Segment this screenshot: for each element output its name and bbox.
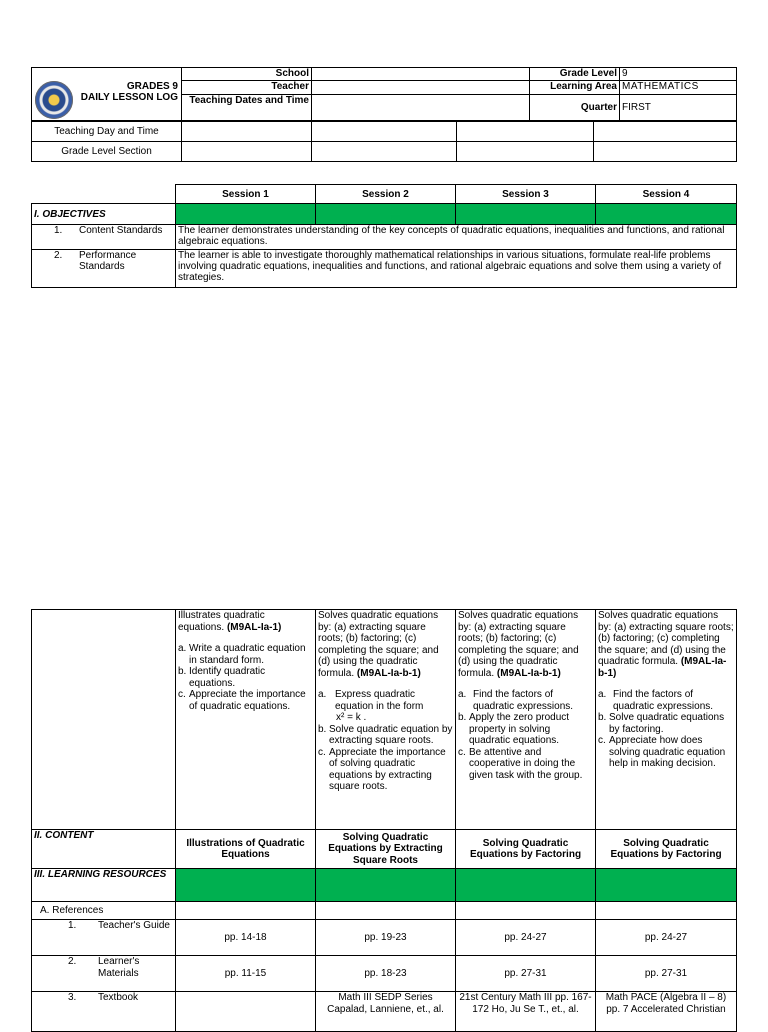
performance-standards-number: 2. xyxy=(54,250,63,261)
teacher-label: Teacher xyxy=(182,81,312,95)
header-title-dll: DAILY LESSON LOG xyxy=(80,92,178,103)
competency-item: c. Appreciate the importance of quadratic equations. xyxy=(178,689,306,712)
textbook-number: 3. xyxy=(68,992,77,1003)
topic-session-2: Solving Quadratic Equations by Extracting Square Roots xyxy=(316,830,456,869)
competency-item: c. Appreciate the importance of solving quadratic equations by extracting square roots. xyxy=(318,746,446,792)
learners-materials-number: 2. xyxy=(68,956,77,967)
objectives-table xyxy=(31,184,737,288)
tg-pages-session-3: pp. 24-27 xyxy=(456,920,596,956)
textbook-label-cell xyxy=(32,992,176,1032)
learners-materials-label: Learner's Materials xyxy=(98,956,140,979)
performance-standards-text: The learner is able to investigate thoroughly mathematical relationships in various situations, formulate real-life problems involving quadratic equations, inequalities and functions, and rational algebraic equations and solve them using a variety of strategies. xyxy=(176,250,737,288)
teachers-guide-label: Teacher's Guide xyxy=(98,920,170,931)
lm-pages-session-3: pp. 27-31 xyxy=(456,956,596,992)
competency-item: a. Find the factors of quadratic expressions. xyxy=(598,689,714,712)
topic-session-4: Solving Quadratic Equations by Factoring xyxy=(596,830,737,869)
references-label: A. References xyxy=(32,902,176,920)
performance-standards-label: Performance Standards xyxy=(79,250,137,272)
competency-session-4: Solves quadratic equations by: (a) extracting square roots; (b) factoring; (c) completing the square; and (d) using the quadratic formula. (M9AL-Ia-b-1) a. Find the factors of quadratic expressions. b. Solve quadratic equations by factoring. c. Appreciate how does solving quadratic equation help in making decision. xyxy=(596,610,737,830)
content-standards-number: 1. xyxy=(54,225,63,236)
content-heading: II. CONTENT xyxy=(32,830,176,869)
topic-session-1: Illustrations of Quadratic Equations xyxy=(176,830,316,869)
competency-item: a. Find the factors of quadratic expressions. xyxy=(458,689,574,712)
teachers-guide-label-cell xyxy=(32,920,176,956)
session-2-header: Session 2 xyxy=(316,185,456,204)
school-label: School xyxy=(182,68,312,81)
session-3-header: Session 3 xyxy=(456,185,596,204)
header-table xyxy=(31,67,737,121)
lesson-table xyxy=(31,609,737,1032)
learning-area-label: Learning Area xyxy=(530,81,620,95)
lm-pages-session-4: pp. 27-31 xyxy=(596,956,737,992)
dates-value xyxy=(312,95,530,121)
learners-materials-label-cell xyxy=(32,956,176,992)
competency-item: b. Identify quadratic equations. xyxy=(178,666,266,689)
textbook-session-1 xyxy=(176,992,316,1032)
tg-pages-session-4: pp. 24-27 xyxy=(596,920,737,956)
competency-session-1: Illustrates quadratic equations. (M9AL-Ia-1) a. Write a quadratic equation in standard form. b. Identify quadratic equations. c. Appreciate the importance of quadratic equations. xyxy=(176,610,316,830)
header-title-grades: GRADES 9 xyxy=(126,81,178,92)
tg-pages-session-2: pp. 19-23 xyxy=(316,920,456,956)
competency-session-2: Solves quadratic equations by: (a) extracting square roots; (b) factoring; (c) completing the square; and (d) using the quadratic formula. (M9AL-Ia-b-1) a. Express quadratic equation in the form x² = k . b. Solve quadratic equation by extracting square roots. c. Appreciate the importance of solving quadratic equations by extracting square roots. xyxy=(316,610,456,830)
tg-pages-session-1: pp. 14-18 xyxy=(176,920,316,956)
competency-item: b. Solve quadratic equation by extracting square roots. xyxy=(318,723,453,746)
textbook-session-3: 21st Century Math III pp. 167-172 Ho, Ju Se T., et., al. xyxy=(456,992,596,1032)
competency-item: a. Write a quadratic equation in standard form. xyxy=(178,643,306,666)
content-standards-label-cell xyxy=(32,225,176,250)
quarter-value: FIRST xyxy=(620,95,737,121)
content-standards-label: Content Standards xyxy=(79,225,163,236)
competency-item: a. Express quadratic equation in the form xyxy=(318,689,424,712)
performance-standards-label-cell xyxy=(32,250,176,288)
textbook-label: Textbook xyxy=(98,992,139,1003)
textbook-session-2: Math III SEDP Series Capalad, Lanniene, et., al. xyxy=(316,992,456,1032)
competency-session-3: Solves quadratic equations by: (a) extracting square roots; (b) factoring; (c) completing the square; and (d) using the quadratic formula. (M9AL-Ia-b-1) a. Find the factors of quadratic expressions. b. Apply the zero product property in solving quadratic equations. c. Be attentive and cooperative in doing the given task with the group. xyxy=(456,610,596,830)
lm-pages-session-2: pp. 18-23 xyxy=(316,956,456,992)
session-1-header: Session 1 xyxy=(176,185,316,204)
competency-item: b. Solve quadratic equations by factoring. xyxy=(598,712,725,735)
day-section-table xyxy=(31,121,737,162)
textbook-session-4: Math PACE (Algebra II – 8) pp. 7 Accelerated Christian xyxy=(596,992,737,1032)
dates-label: Teaching Dates and Time xyxy=(182,95,312,121)
topic-session-3: Solving Quadratic Equations by Factoring xyxy=(456,830,596,869)
competency-item: x² = k . xyxy=(336,712,367,723)
day-time-label: Teaching Day and Time xyxy=(32,122,182,142)
teacher-value xyxy=(312,81,530,95)
lm-pages-session-1: pp. 11-15 xyxy=(176,956,316,992)
session-4-header: Session 4 xyxy=(596,185,737,204)
section-label: Grade Level Section xyxy=(32,142,182,162)
resources-heading: III. LEARNING RESOURCES xyxy=(32,869,176,902)
header-title-cell xyxy=(32,68,182,121)
quarter-label: Quarter xyxy=(530,95,620,121)
school-value xyxy=(312,68,530,81)
grade-level-value: 9 xyxy=(620,68,737,81)
objectives-heading: I. OBJECTIVES xyxy=(32,204,176,225)
grade-level-label: Grade Level xyxy=(530,68,620,81)
competency-item: c. Be attentive and cooperative in doing the given task with the group. xyxy=(458,746,583,781)
competency-item: c. Appreciate how does solving quadratic equation help in making decision. xyxy=(598,735,726,769)
content-standards-text: The learner demonstrates understanding of the key concepts of quadratic equations, inequalities and functions, and rational algebraic equations. xyxy=(176,225,737,250)
learning-area-value: MATHEMATICS xyxy=(620,81,737,95)
competency-item: b. Apply the zero product property in solving quadratic equations. xyxy=(458,712,570,746)
teachers-guide-number: 1. xyxy=(68,920,77,931)
